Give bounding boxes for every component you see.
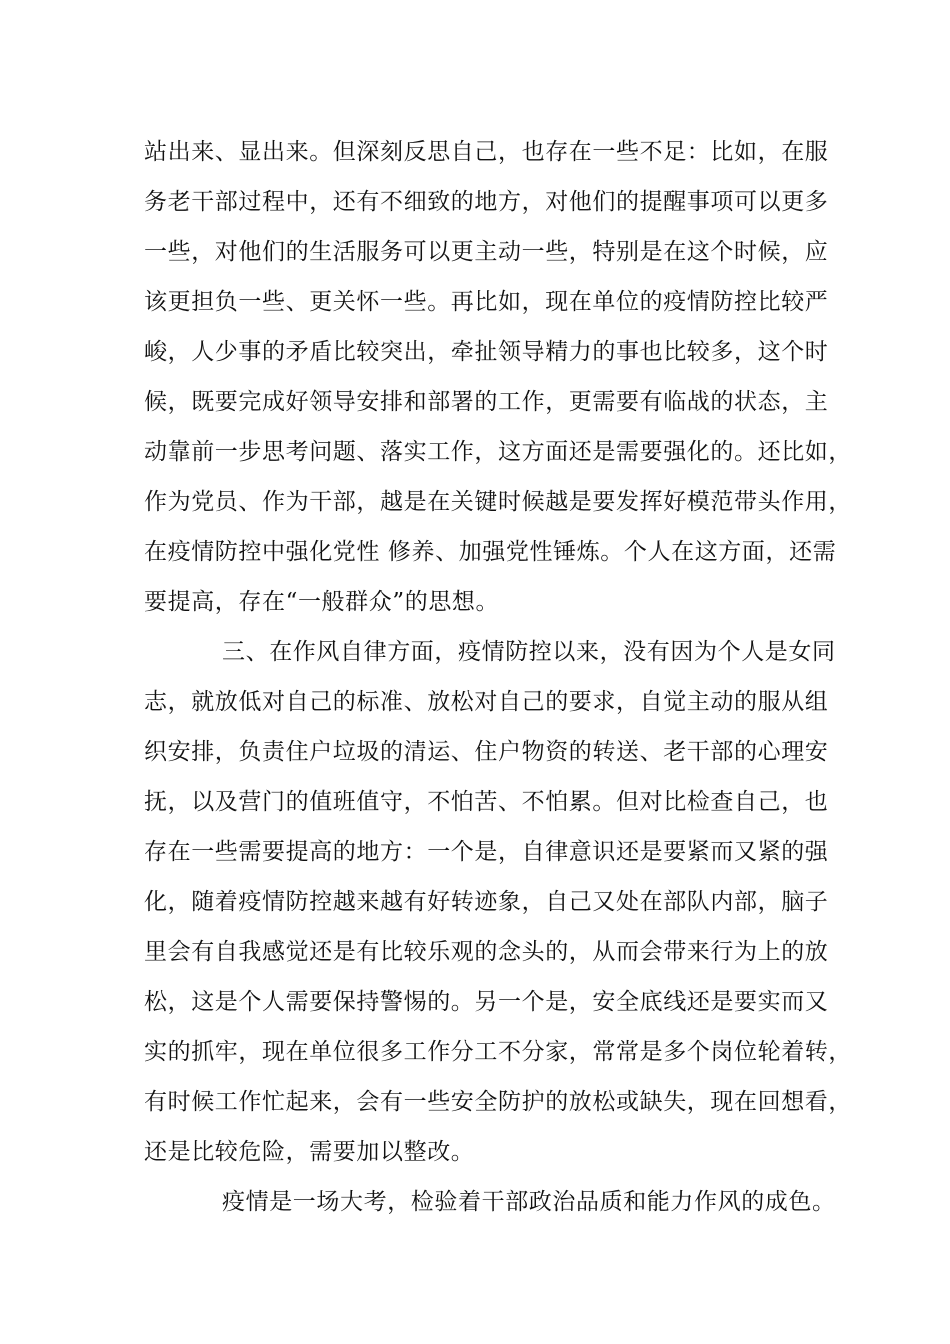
text-line: 该更担负一些、更关怀一些。再比如，现在单位的疫情防控比较严 xyxy=(144,289,829,315)
text-line: 一些，对他们的生活服务可以更主动一些，特别是在这个时候，应 xyxy=(144,239,829,265)
text-line: 化，随着疫情防控越来越有好转迹象，自己又处在部队内部，脑子 xyxy=(144,889,829,915)
text-line: 松，这是个人需要保持警惕的。另一个是，安全底线还是要实而又 xyxy=(144,989,829,1015)
text-line: 里会有自我感觉还是有比较乐观的念头的，从而会带来行为上的放 xyxy=(144,939,829,965)
text-line: 有时候工作忙起来，会有一些安全防护的放松或缺失，现在回想看， xyxy=(144,1089,852,1115)
text-line: 站出来、显出来。但深刻反思自己，也存在一些不足：比如，在服 xyxy=(144,139,829,165)
text-line: 存在一些需要提高的地方：一个是，自律意识还是要紧而又紧的强 xyxy=(144,839,829,865)
text-line: 抚，以及营门的值班值守，不怕苦、不怕累。但对比检查自己，也 xyxy=(144,789,829,815)
paragraph-start-line: 三、在作风自律方面，疫情防控以来，没有因为个人是女同 xyxy=(222,639,836,665)
text-line: 峻，人少事的矛盾比较突出，牵扯领导精力的事也比较多，这个时 xyxy=(144,339,829,365)
text-line: 在疫情防控中强化党性 修养、加强党性锤炼。个人在这方面，还需 xyxy=(144,539,837,565)
text-line: 还是比较危险，需要加以整改。 xyxy=(144,1139,475,1165)
text-line: 作为党员、作为干部，越是在关键时候越是要发挥好模范带头作用， xyxy=(144,489,852,515)
text-line: 志，就放低对自己的标准、放松对自己的要求，自觉主动的服从组 xyxy=(144,689,829,715)
text-line: 务老干部过程中，还有不细致的地方，对他们的提醒事项可以更多 xyxy=(144,189,829,215)
text-line: 动靠前一步思考问题、落实工作，这方面还是需要强化的。还比如， xyxy=(144,439,852,465)
text-line: 候，既要完成好领导安排和部署的工作，更需要有临战的状态，主 xyxy=(144,389,829,415)
text-line: 要提高，存在“一般群众”的思想。 xyxy=(144,589,500,615)
paragraph-start-line: 疫情是一场大考，检验着干部政治品质和能力作风的成色。 xyxy=(222,1189,836,1215)
text-line: 实的抓牢，现在单位很多工作分工不分家，常常是多个岗位轮着转， xyxy=(144,1039,852,1065)
text-line: 织安排，负责住户垃圾的清运、住户物资的转送、老干部的心理安 xyxy=(144,739,829,765)
